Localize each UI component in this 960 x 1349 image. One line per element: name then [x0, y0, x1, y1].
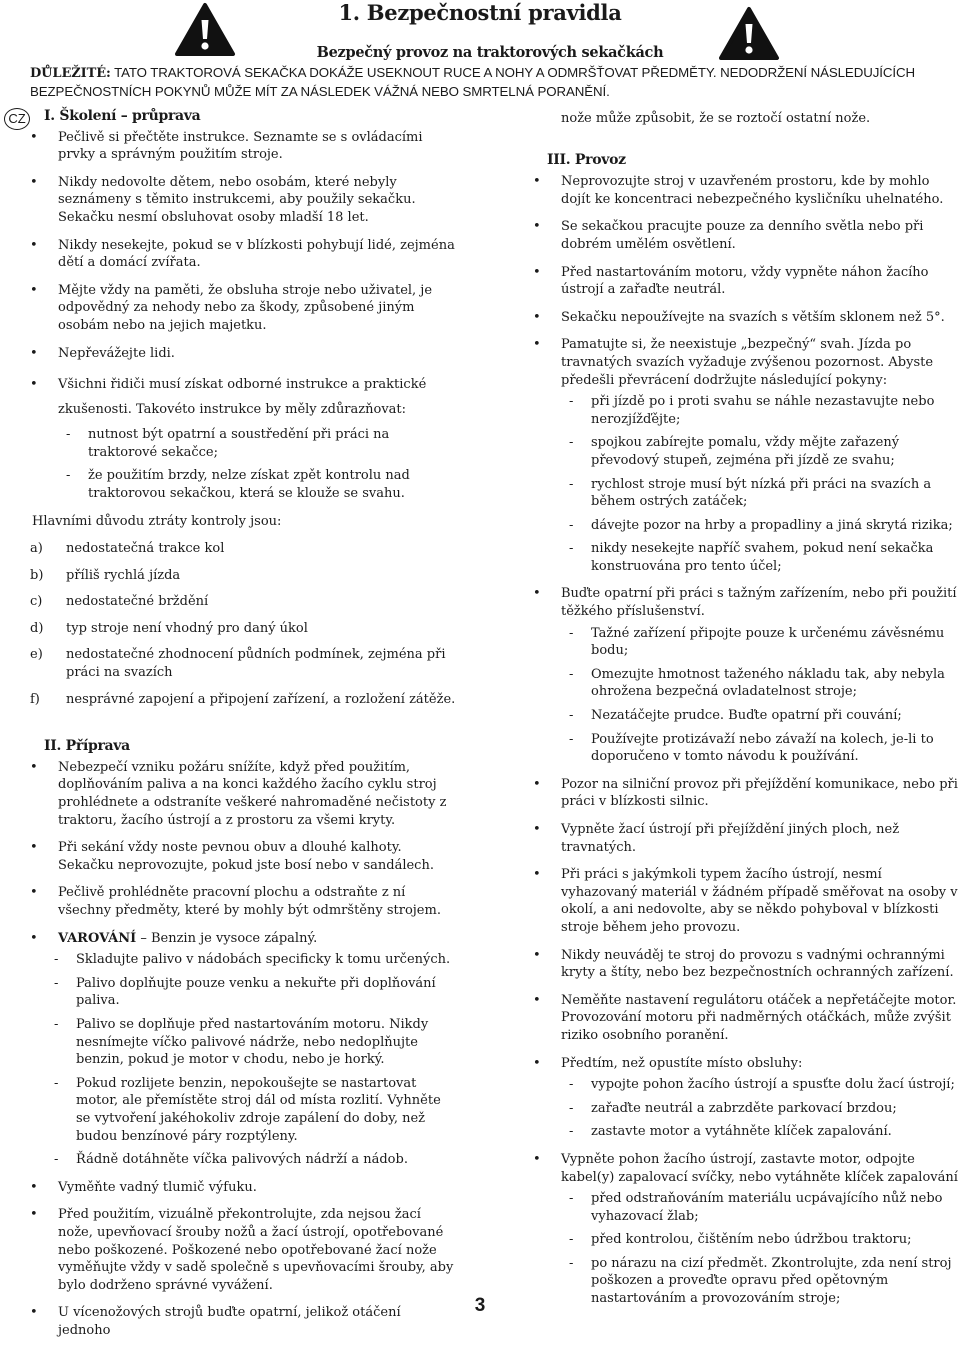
list-item: • Při sekání vždy noste pevnou obuv a dlouhé kalhoty. Sekačku neprovozujte, pokud jste bosí nebo v sandálech. — [30, 839, 456, 874]
sub-list-item: - Nezatáčejte prudce. Buďte opatrní při couvání; — [561, 707, 959, 725]
list-item: • U vícenožových strojů buďte opatrní, jelikož otáčení jednoho — [30, 1304, 456, 1339]
list-item: • Nikdy neuváděj te stroj do provozu s vadnými ochrannými kryty a štíty, nebo bez bezpečnostních ochranných zařízení. — [533, 947, 959, 982]
item-text: nedostatečné zhodnocení půdních podmínek, zejména při práci na svazích — [66, 647, 446, 681]
list-item: • Pozor na silniční provoz při přejíždění komunikace, nebo při práci v blízkosti silnic. — [533, 776, 959, 811]
list-item-text: Buďte opatrní při práci s tažným zařízením, nebo při použití těžkého příslušenství. — [561, 586, 957, 620]
sub-list-item: - Skladujte palivo v nádobách specificky k tomu určených. — [46, 951, 456, 969]
sub-list-item: - Omezujte hmotnost taženého nákladu tak, aby nebyla ohrožena bezpečná ovladatelnost stroje; — [561, 666, 959, 701]
sub-list-item: - vypojte pohon žacího ústrojí a spusťte dolu žací ústrojí; — [561, 1076, 959, 1094]
item-text: nedostatečné brždění — [66, 594, 209, 610]
section-heading: III. Provoz — [547, 151, 626, 168]
list-item-text: Vypněte pohon žacího ústrojí, zastavte motor, odpojte kabel(y) zapalovací svíčky, nebo vytáhněte klíček zapalování — [561, 1151, 958, 1185]
list-item: • Pečlivě prohlédněte pracovní plochu a odstraňte z ní všechny předměty, které by mohly být odmrštěny strojem. — [30, 884, 456, 919]
list-item — [533, 1151, 959, 1308]
sub-list-item: - Palivo doplňujte pouze venku a nekuřte při doplňování paliva. — [46, 975, 456, 1010]
sub-list-item: - před kontrolou, čištěním nebo údržbou traktoru; — [561, 1231, 959, 1249]
language-badge: CZ — [4, 108, 30, 130]
varovani-label: VAROVÁNÍ — [58, 930, 137, 946]
sub-list-item: - nutnost být opatrní a soustředění při práci na traktorové sekačce; — [58, 426, 456, 461]
item-label: b) — [30, 567, 44, 583]
left-column — [30, 108, 456, 1349]
item-text: nesprávné zapojení a připojení zařízení, a rozložení zátěže. — [66, 691, 456, 707]
list-item — [30, 930, 456, 1169]
section-heading: II. Příprava — [44, 738, 130, 755]
list-item-text: Předtím, než opustíte místo obsluhy: — [561, 1055, 803, 1071]
item-label: f) — [30, 691, 40, 707]
list-item: • Se sekačkou pracujte pouze za denního světla nebo při dobrém umělém osvětlení. — [533, 218, 959, 253]
list-item-text: Všichni řidiči musí získat odborné instrukce a praktické zkušenosti. Takovéto instrukce by měly zdůrazňovat: — [58, 377, 427, 418]
page-number: 3 — [474, 1295, 486, 1316]
sub-list-item: - nikdy nesekejte napříč svahem, pokud není sekačka konstruována pro tento účel; — [561, 540, 959, 575]
item-text: typ stroje není vhodný pro daný úkol — [66, 620, 308, 636]
sub-list-item: - po nárazu na cizí předmět. Zkontrolujte, zda není stroj poškozen a proveďte opravu před opětovným nastartováním a provozováním stroje; — [561, 1255, 959, 1308]
list-item: • Nebezpečí vzniku požáru snížíte, když před použitím, doplňováním paliva a na konci každého žacího cyklu stroj prohlédnete a odstraníte veškeré nahromaděné nečistoty z traktoru, žacího ústrojí a z prostoru za všemi kryty. — [30, 759, 456, 829]
sub-list-item: - před odstraňováním materiálu ucpávajícího nůž nebo vyhazovací žlab; — [561, 1190, 959, 1225]
sub-list-item: - Pokud rozlijete benzin, nepokoušejte se nastartovat motor, ale přemístěte stroj dál od místa rozlití. Vyhněte se vytvoření jakéhokoliv zdroje zapálení do doby, než budou benzínové páry rozptýleny. — [46, 1075, 456, 1145]
list-item: • Vypněte žací ústrojí při přejíždění jiných ploch, než travnatých. — [533, 821, 959, 856]
warning-text: TATO TRAKTOROVÁ SEKAČKA DOKÁŽE USEKNOUT RUCE A NOHY A ODMRŠŤOVAT PŘEDMĚTY. NEDODRŽENÍ NÁSLEDUJÍCÍCH BEZPEČNOSTNÍCH POKYNŮ MŮŽE MÍT ZA NÁSLEDEK VÁŽNÁ NEBO SMRTELNÁ PORANĚNÍ. — [30, 65, 915, 99]
item-text: nedostatečná trakce kol — [66, 541, 225, 557]
list-item: • Sekačku nepoužívejte na svazích s větším sklonem než 5°. — [533, 309, 959, 327]
sub-list-item: - že použitím brzdy, nelze získat zpět kontrolu nad traktorovou sekačkou, která se klouže se svahu. — [58, 467, 456, 502]
list-item-text: Pamatujte si, že neexistuje „bezpečný“ svah. Jízda po travnatých svazích vyžaduje zvýšenou pozornost. Abyste předešli převrácení dodržujte následující pokyny: — [561, 337, 934, 388]
list-item — [533, 585, 959, 765]
list-item: • Před použitím, vizuálně překontrolujte, zda nejsou žací nože, upevňovací šrouby nožů a žací ústrojí, opotřebované nebo poškozené. Poškozené nebo opotřebované žací nože vyměňujte vždy v sadě společně s upevňovacími šrouby, aby bylo dodrženo správné vyvážení. — [30, 1206, 456, 1294]
list-item: • Pečlivě si přečtěte instrukce. Seznamte se s ovládacími prvky a správným použitím stroje. — [30, 129, 456, 164]
section-heading: I. Školení – průprava — [44, 108, 201, 124]
list-item: • Mějte vždy na paměti, že obsluha stroje nebo uživatel, je odpovědný za nehody nebo za škody, způsobené jiným osobám nebo na jejich majetku. — [30, 282, 456, 335]
list-item — [30, 372, 456, 502]
sub-list-item: - zařaďte neutrál a zabrzděte parkovací brzdou; — [561, 1100, 959, 1118]
list-item — [30, 593, 456, 611]
item-label: e) — [30, 647, 43, 663]
item-text: příliš rychlá jízda — [66, 567, 181, 583]
sub-list-item: - při jízdě po i proti svahu se náhle nezastavujte nebo nerozjížďějte; — [561, 393, 959, 428]
sub-list-item: - spojkou zabírejte pomalu, vždy mějte zařazený převodový stupeň, zejména při jízdě ze svahu; — [561, 434, 959, 469]
causes-intro: Hlavními důvodu ztráty kontroly jsou: — [32, 513, 282, 529]
list-item — [30, 540, 456, 558]
list-item: • Nikdy nedovolte dětem, nebo osobám, které nebyly seznámeny s těmito instrukcemi, aby použily sekačku. Sekačku nesmí obsluhovat osoby mladší 18 let. — [30, 174, 456, 227]
list-item — [30, 691, 456, 709]
list-item: • Neprovozujte stroj v uzavřeném prostoru, kde by mohlo dojít ke koncentraci nebezpečného kysličníku uhelnatého. — [533, 173, 959, 208]
right-column — [533, 110, 959, 1318]
sub-list-item: - dávejte pozor na hrby a propadliny a jiná skrytá rizika; — [561, 517, 959, 535]
sub-list-item: - Palivo se doplňuje před nastartováním motoru. Nikdy nesnímejte víčko palivové nádrže, nebo nedoplňujte benzin, pokud je motor v chodu, nebo je horký. — [46, 1016, 456, 1069]
list-item — [30, 567, 456, 585]
item-label: c) — [30, 594, 43, 610]
page-subtitle: Bezpečný provoz na traktorových sekačkách — [316, 44, 664, 61]
sub-list-item: - Tažné zařízení připojte pouze k určenému závěsnému bodu; — [561, 625, 959, 660]
list-item — [30, 646, 456, 681]
list-item: • Vyměňte vadný tlumič výfuku. — [30, 1179, 456, 1197]
varovani-text: – Benzin je vysoce zápalný. — [136, 930, 318, 946]
list-item: • Při práci s jakýmkoli typem žacího ústrojí, nesmí vyhazovaný materiál v žádném případě směřovat na osoby v okolí, a ani nedovolte, aby se někdo pohyboval v blízkosti stroje během jeho provozu. — [533, 866, 959, 936]
item-label: d) — [30, 620, 44, 636]
list-item — [533, 1055, 959, 1141]
sub-list-item: - zastavte motor a vytáhněte klíček zapalování. — [561, 1123, 959, 1141]
list-item: • Neměňte nastavení regulátoru otáček a nepřetáčejte motor. Provozování motoru při nadměrných otáčkách, může zvýšit riziko osobního poranění. — [533, 992, 959, 1045]
list-item — [30, 620, 456, 638]
continued-text: nože může způsobit, že se roztočí ostatní nože. — [561, 111, 871, 126]
sub-list-item: - Řádně dotáhněte víčka palivových nádrží a nádob. — [46, 1151, 456, 1169]
list-item: • Nikdy nesekejte, pokud se v blízkosti pohybují lidé, zejména dětí a domácí zvířata. — [30, 237, 456, 272]
list-item — [533, 336, 959, 575]
sub-list-item: - rychlost stroje musí být nízká při práci na svazích a během ostrých zatáček; — [561, 476, 959, 511]
sub-list-item: - Používejte protizávaží nebo závaží na kolech, je-li to doporučeno v tomto návodu k používání. — [561, 731, 959, 766]
item-label: a) — [30, 541, 43, 557]
list-item: • Před nastartováním motoru, vždy vypněte náhon žacího ústrojí a zařaďte neutrál. — [533, 264, 959, 299]
page-title: 1. Bezpečnostní pravidla — [338, 0, 622, 25]
important-warning — [30, 64, 950, 101]
list-item: • Nepřevážejte lidi. — [30, 345, 456, 363]
warning-label: DŮLEŽITÉ: — [30, 66, 111, 81]
